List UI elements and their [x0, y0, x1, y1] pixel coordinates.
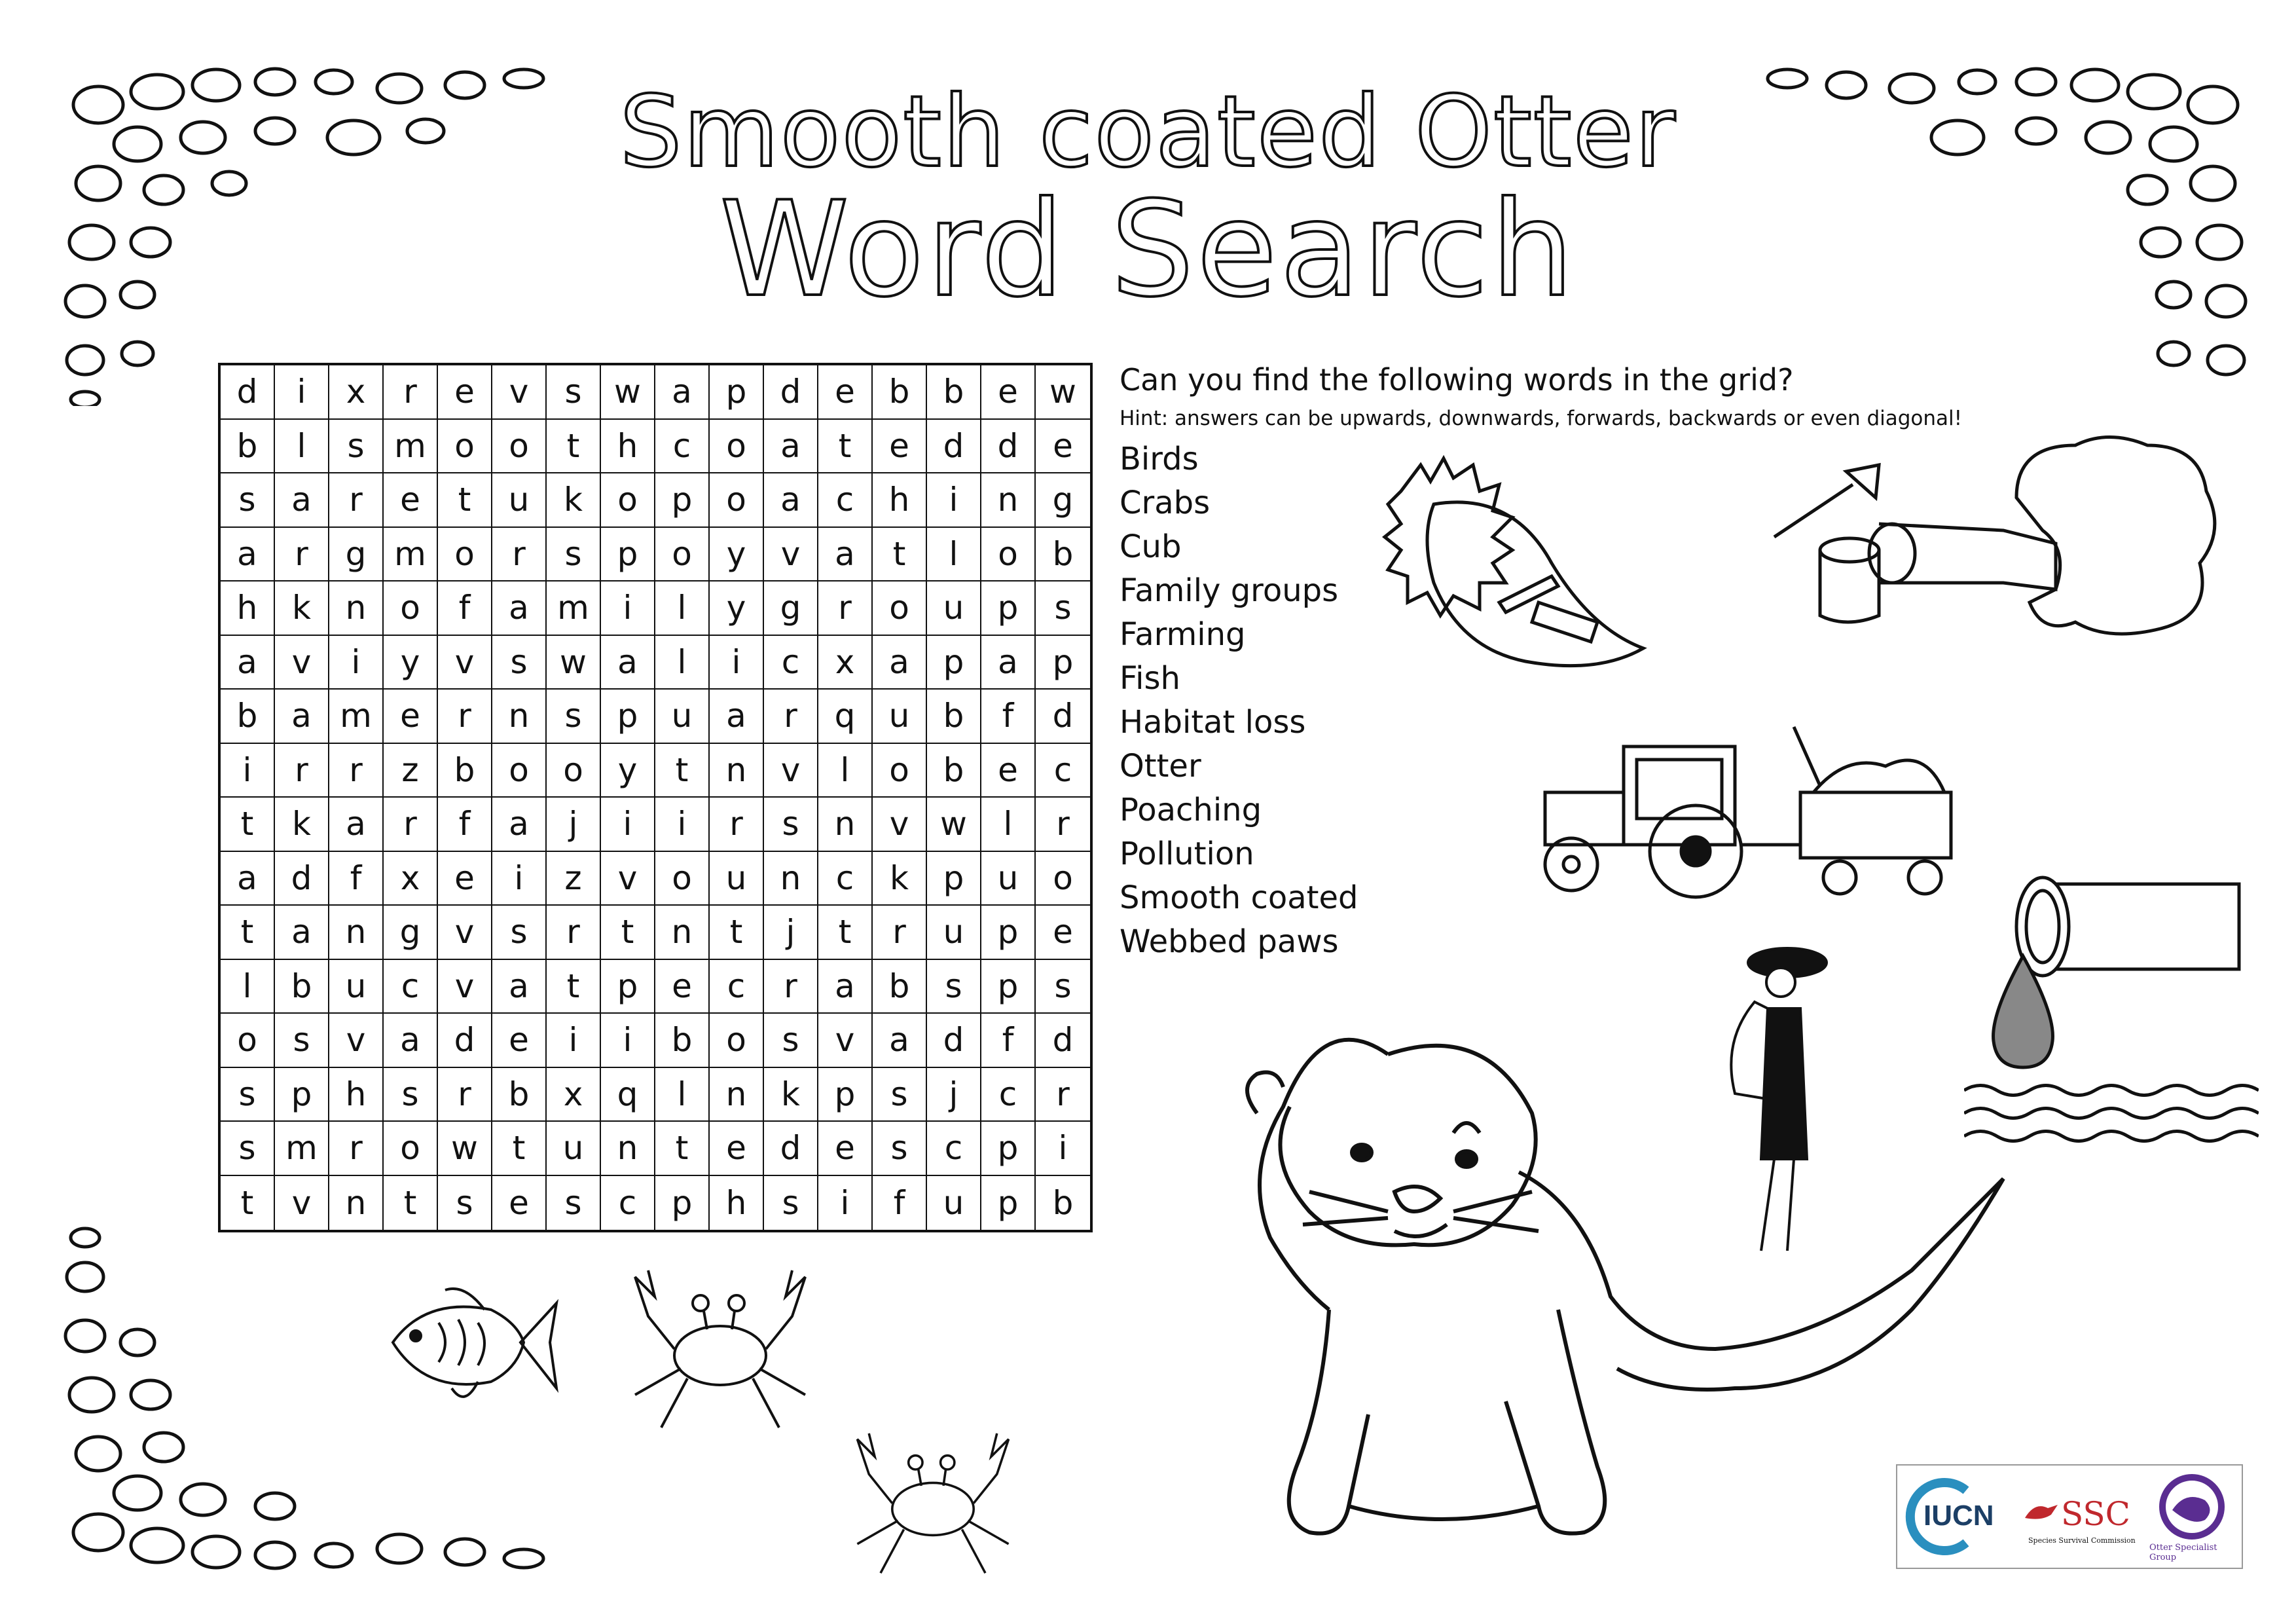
grid-cell: a: [221, 528, 275, 582]
grid-cell: t: [492, 1122, 547, 1176]
grid-cell: p: [1036, 636, 1090, 690]
grid-cell: c: [818, 852, 873, 906]
grid-cell: h: [710, 1176, 764, 1230]
grid-cell: s: [438, 1176, 492, 1230]
grid-cell: m: [329, 690, 384, 744]
grid-cell: b: [438, 744, 492, 798]
grid-cell: h: [873, 473, 927, 528]
grid-cell: i: [601, 1014, 655, 1068]
grid-cell: o: [710, 420, 764, 474]
grid-cell: o: [221, 1014, 275, 1068]
tractor-icon: [1539, 714, 1984, 923]
word-search-grid: [218, 363, 1093, 1232]
grid-cell: n: [981, 473, 1036, 528]
grid-cell: a: [764, 420, 818, 474]
grid-cell: f: [873, 1176, 927, 1230]
grid-cell: w: [601, 365, 655, 420]
grid-cell: s: [873, 1122, 927, 1176]
partner-logos: [1896, 1464, 2243, 1569]
grid-cell: o: [873, 581, 927, 636]
grid-cell: d: [275, 852, 329, 906]
grid-cell: k: [764, 1068, 818, 1122]
grid-cell: v: [764, 744, 818, 798]
grid-cell: o: [438, 420, 492, 474]
tree-stump-icon: [1768, 432, 2226, 648]
grid-cell: d: [927, 1014, 981, 1068]
grid-cell: p: [601, 528, 655, 582]
grid-cell: y: [384, 636, 438, 690]
grid-cell: i: [655, 798, 710, 852]
grid-cell: h: [221, 581, 275, 636]
grid-cell: l: [275, 420, 329, 474]
grid-cell: i: [601, 581, 655, 636]
grid-cell: d: [764, 365, 818, 420]
grid-cell: b: [1036, 528, 1090, 582]
grid-cell: f: [981, 1014, 1036, 1068]
grid-cell: e: [710, 1122, 764, 1176]
grid-cell: i: [275, 365, 329, 420]
grid-cell: l: [655, 1068, 710, 1122]
grid-cell: c: [764, 636, 818, 690]
grid-cell: l: [818, 744, 873, 798]
grid-cell: o: [655, 528, 710, 582]
grid-cell: a: [221, 852, 275, 906]
grid-cell: h: [329, 1068, 384, 1122]
grid-cell: u: [927, 1176, 981, 1230]
ssc-logo-text: SSC: [2061, 1495, 2130, 1533]
trap-icon: [1381, 452, 1663, 694]
grid-cell: b: [873, 960, 927, 1014]
grid-cell: t: [710, 906, 764, 960]
iucn-logo-text: IUCN: [1923, 1500, 1994, 1532]
grid-cell: a: [873, 636, 927, 690]
grid-cell: b: [873, 365, 927, 420]
grid-cell: y: [710, 581, 764, 636]
grid-cell: a: [492, 581, 547, 636]
grid-cell: t: [547, 960, 601, 1014]
grid-cell: s: [492, 636, 547, 690]
grid-cell: m: [384, 420, 438, 474]
grid-cell: b: [492, 1068, 547, 1122]
grid-cell: w: [1036, 365, 1090, 420]
grid-cell: c: [710, 960, 764, 1014]
grid-cell: r: [329, 744, 384, 798]
word-list-item: Webbed paws: [1120, 923, 1339, 960]
grid-cell: n: [492, 690, 547, 744]
grid-cell: n: [329, 906, 384, 960]
grid-cell: a: [275, 690, 329, 744]
grid-cell: o: [601, 473, 655, 528]
grid-cell: u: [981, 852, 1036, 906]
grid-cell: d: [221, 365, 275, 420]
grid-cell: i: [221, 744, 275, 798]
word-list-item: Family groups: [1120, 572, 1339, 609]
grid-cell: a: [275, 906, 329, 960]
grid-cell: s: [1036, 960, 1090, 1014]
grid-cell: n: [710, 1068, 764, 1122]
grid-cell: x: [329, 365, 384, 420]
grid-cell: u: [927, 581, 981, 636]
title-line-2: Word Search: [720, 174, 1576, 326]
fish-icon: [386, 1283, 563, 1414]
grid-cell: l: [981, 798, 1036, 852]
grid-cell: p: [601, 690, 655, 744]
grid-cell: a: [873, 1014, 927, 1068]
grid-cell: o: [384, 581, 438, 636]
grid-cell: s: [547, 1176, 601, 1230]
grid-cell: s: [547, 690, 601, 744]
grid-cell: f: [438, 581, 492, 636]
grid-cell: e: [492, 1014, 547, 1068]
grid-cell: i: [818, 1176, 873, 1230]
word-list-item: Farming: [1120, 616, 1246, 653]
grid-cell: i: [547, 1014, 601, 1068]
grid-cell: k: [547, 473, 601, 528]
grid-cell: s: [873, 1068, 927, 1122]
grid-cell: o: [438, 528, 492, 582]
grid-cell: p: [601, 960, 655, 1014]
grid-cell: p: [655, 473, 710, 528]
grid-cell: p: [981, 581, 1036, 636]
grid-cell: u: [329, 960, 384, 1014]
grid-cell: o: [655, 852, 710, 906]
grid-cell: s: [221, 1068, 275, 1122]
grid-cell: d: [764, 1122, 818, 1176]
grid-cell: b: [655, 1014, 710, 1068]
grid-cell: c: [384, 960, 438, 1014]
grid-cell: t: [221, 798, 275, 852]
grid-cell: p: [981, 960, 1036, 1014]
grid-cell: v: [873, 798, 927, 852]
grid-cell: d: [927, 420, 981, 474]
grid-cell: a: [981, 636, 1036, 690]
grid-cell: r: [384, 365, 438, 420]
grid-cell: e: [492, 1176, 547, 1230]
grid-cell: a: [221, 636, 275, 690]
grid-cell: e: [818, 365, 873, 420]
grid-cell: v: [438, 906, 492, 960]
grid-cell: a: [329, 798, 384, 852]
grid-cell: o: [1036, 852, 1090, 906]
grid-cell: x: [547, 1068, 601, 1122]
grid-cell: r: [873, 906, 927, 960]
grid-cell: d: [1036, 1014, 1090, 1068]
grid-cell: s: [221, 473, 275, 528]
grid-cell: k: [275, 581, 329, 636]
osg-logo-icon: [2153, 1471, 2231, 1543]
grid-cell: x: [818, 636, 873, 690]
grid-cell: n: [710, 744, 764, 798]
grid-cell: a: [710, 690, 764, 744]
grid-cell: k: [873, 852, 927, 906]
grid-cell: e: [384, 473, 438, 528]
grid-cell: a: [601, 636, 655, 690]
grid-cell: f: [329, 852, 384, 906]
grid-cell: a: [492, 960, 547, 1014]
grid-cell: g: [384, 906, 438, 960]
grid-cell: r: [818, 581, 873, 636]
grid-cell: v: [329, 1014, 384, 1068]
grid-cell: c: [1036, 744, 1090, 798]
grid-cell: o: [710, 473, 764, 528]
word-list-item: Pollution: [1120, 836, 1254, 872]
word-list-item: Smooth coated: [1120, 879, 1358, 916]
grid-cell: y: [601, 744, 655, 798]
grid-cell: f: [438, 798, 492, 852]
word-list-item: Poaching: [1120, 792, 1262, 828]
grid-cell: r: [1036, 1068, 1090, 1122]
grid-cell: c: [818, 473, 873, 528]
grid-cell: b: [221, 690, 275, 744]
grid-cell: e: [1036, 906, 1090, 960]
crab-icon: [845, 1428, 1021, 1585]
grid-cell: o: [873, 744, 927, 798]
grid-cell: j: [547, 798, 601, 852]
grid-cell: l: [655, 636, 710, 690]
grid-cell: n: [329, 581, 384, 636]
grid-cell: r: [384, 798, 438, 852]
grid-cell: f: [981, 690, 1036, 744]
grid-cell: q: [818, 690, 873, 744]
grid-cell: u: [873, 690, 927, 744]
title-line-1: Smooth coated Otter: [619, 75, 1677, 189]
word-list-item: Otter: [1120, 748, 1201, 784]
grid-cell: b: [927, 690, 981, 744]
grid-cell: p: [981, 1176, 1036, 1230]
grid-cell: r: [1036, 798, 1090, 852]
grid-cell: t: [547, 420, 601, 474]
grid-cell: p: [981, 906, 1036, 960]
grid-cell: r: [764, 960, 818, 1014]
grid-cell: s: [764, 798, 818, 852]
grid-cell: r: [275, 744, 329, 798]
grid-cell: i: [601, 798, 655, 852]
grid-cell: i: [710, 636, 764, 690]
grid-cell: z: [384, 744, 438, 798]
grid-cell: j: [764, 906, 818, 960]
grid-cell: o: [981, 528, 1036, 582]
grid-cell: a: [818, 528, 873, 582]
grid-cell: z: [547, 852, 601, 906]
grid-cell: e: [384, 690, 438, 744]
grid-cell: u: [492, 473, 547, 528]
grid-cell: p: [655, 1176, 710, 1230]
grid-cell: v: [438, 636, 492, 690]
grid-cell: w: [438, 1122, 492, 1176]
grid-cell: v: [492, 365, 547, 420]
grid-cell: t: [873, 528, 927, 582]
grid-cell: o: [492, 420, 547, 474]
grid-cell: r: [329, 473, 384, 528]
grid-cell: c: [601, 1176, 655, 1230]
grid-cell: n: [601, 1122, 655, 1176]
grid-cell: i: [492, 852, 547, 906]
grid-cell: w: [547, 636, 601, 690]
instruction-hint: Hint: answers can be upwards, downwards, forwards, backwards or even diagonal!: [1120, 407, 1963, 430]
grid-cell: b: [927, 744, 981, 798]
grid-cell: r: [764, 690, 818, 744]
grid-cell: h: [601, 420, 655, 474]
grid-cell: a: [818, 960, 873, 1014]
grid-cell: c: [927, 1122, 981, 1176]
grid-cell: s: [927, 960, 981, 1014]
grid-cell: l: [221, 960, 275, 1014]
grid-cell: q: [601, 1068, 655, 1122]
grid-cell: s: [764, 1014, 818, 1068]
grid-cell: w: [927, 798, 981, 852]
grid-cell: t: [655, 744, 710, 798]
grid-cell: r: [492, 528, 547, 582]
grid-cell: m: [275, 1122, 329, 1176]
grid-cell: e: [981, 365, 1036, 420]
grid-cell: m: [547, 581, 601, 636]
grid-cell: o: [492, 744, 547, 798]
grid-cell: t: [221, 906, 275, 960]
grid-cell: b: [1052, 1183, 1074, 1222]
grid-cell: a: [275, 473, 329, 528]
grid-cell: c: [655, 420, 710, 474]
grid-cell: t: [655, 1122, 710, 1176]
grid-cell: g: [329, 528, 384, 582]
crab-icon: [622, 1264, 818, 1441]
grid-cell: s: [492, 906, 547, 960]
grid-cell: i: [1036, 1122, 1090, 1176]
grid-cell: s: [1036, 581, 1090, 636]
grid-cell: u: [710, 852, 764, 906]
grid-cell: t: [601, 906, 655, 960]
grid-cell: k: [275, 798, 329, 852]
grid-cell: o: [710, 1014, 764, 1068]
grid-cell: r: [329, 1122, 384, 1176]
ssc-logo-icon: [2022, 1498, 2061, 1524]
grid-cell: a: [655, 365, 710, 420]
grid-cell: v: [275, 1176, 329, 1230]
grid-cell: d: [438, 1014, 492, 1068]
grid-cell: v: [275, 636, 329, 690]
grid-cell: o: [547, 744, 601, 798]
grid-cell: e: [438, 852, 492, 906]
grid-cell: e: [655, 960, 710, 1014]
grid-cell: s: [547, 365, 601, 420]
grid-cell: e: [438, 365, 492, 420]
grid-cell: v: [601, 852, 655, 906]
grid-cell: r: [547, 906, 601, 960]
grid-cell: r: [275, 528, 329, 582]
grid-cell: o: [384, 1122, 438, 1176]
grid-cell: n: [655, 906, 710, 960]
grid-cell: r: [710, 798, 764, 852]
grid-cell: u: [655, 690, 710, 744]
grid-cell: n: [818, 798, 873, 852]
grid-cell: p: [981, 1122, 1036, 1176]
grid-cell: j: [927, 1068, 981, 1122]
grid-cell: s: [329, 420, 384, 474]
grid-cell: p: [710, 365, 764, 420]
grid-cell: x: [384, 852, 438, 906]
grid-cell: b: [927, 365, 981, 420]
word-list-item: Fish: [1120, 660, 1180, 697]
grid-cell: n: [764, 852, 818, 906]
grid-cell: r: [438, 1068, 492, 1122]
osg-subtitle: Otter Specialist Group: [2149, 1543, 2217, 1562]
grid-cell: p: [927, 636, 981, 690]
grid-cell: e: [818, 1122, 873, 1176]
grid-cell: g: [764, 581, 818, 636]
grid-cell: e: [873, 420, 927, 474]
grid-cell: t: [818, 420, 873, 474]
grid-cell: a: [492, 798, 547, 852]
word-list: [1120, 437, 1358, 964]
instruction-question: Can you find the following words in the grid?: [1120, 362, 1794, 397]
grid-cell: t: [384, 1176, 438, 1230]
grid-cell: s: [275, 1014, 329, 1068]
grid-cell: t: [438, 473, 492, 528]
grid-cell: a: [384, 1014, 438, 1068]
grid-cell: e: [1036, 420, 1090, 474]
grid-cell: v: [764, 528, 818, 582]
grid-cell: n: [329, 1176, 384, 1230]
grid-cell: p: [927, 852, 981, 906]
word-list-item: Cub: [1120, 528, 1182, 565]
grid-cell: r: [438, 690, 492, 744]
grid-cell: v: [438, 960, 492, 1014]
grid-cell: u: [927, 906, 981, 960]
grid-cell: s: [221, 1122, 275, 1176]
word-list-item: Crabs: [1120, 485, 1211, 521]
grid-cell: e: [981, 744, 1036, 798]
grid-cell: i: [927, 473, 981, 528]
grid-cell: g: [1036, 473, 1090, 528]
grid-cell: t: [818, 906, 873, 960]
grid-cell: a: [764, 473, 818, 528]
grid-cell: b: [221, 420, 275, 474]
grid-cell: i: [329, 636, 384, 690]
grid-cell: p: [275, 1068, 329, 1122]
grid-cell: s: [547, 528, 601, 582]
ssc-subtitle: Species Survival Commission: [2028, 1536, 2136, 1545]
grid-cell: y: [710, 528, 764, 582]
grid-cell: t: [221, 1176, 275, 1230]
grid-cell: s: [764, 1176, 818, 1230]
grid-cell: l: [927, 528, 981, 582]
grid-cell: d: [981, 420, 1036, 474]
grid-cell: b: [275, 960, 329, 1014]
grid-cell: p: [818, 1068, 873, 1122]
grid-cell: u: [547, 1122, 601, 1176]
grid-cell: m: [384, 528, 438, 582]
word-list-item: Habitat loss: [1120, 704, 1306, 741]
grid-cell: l: [655, 581, 710, 636]
grid-cell: d: [1036, 690, 1090, 744]
grid-cell: s: [384, 1068, 438, 1122]
grid-cell: c: [981, 1068, 1036, 1122]
word-list-item: Birds: [1120, 441, 1199, 477]
grid-cell: v: [818, 1014, 873, 1068]
